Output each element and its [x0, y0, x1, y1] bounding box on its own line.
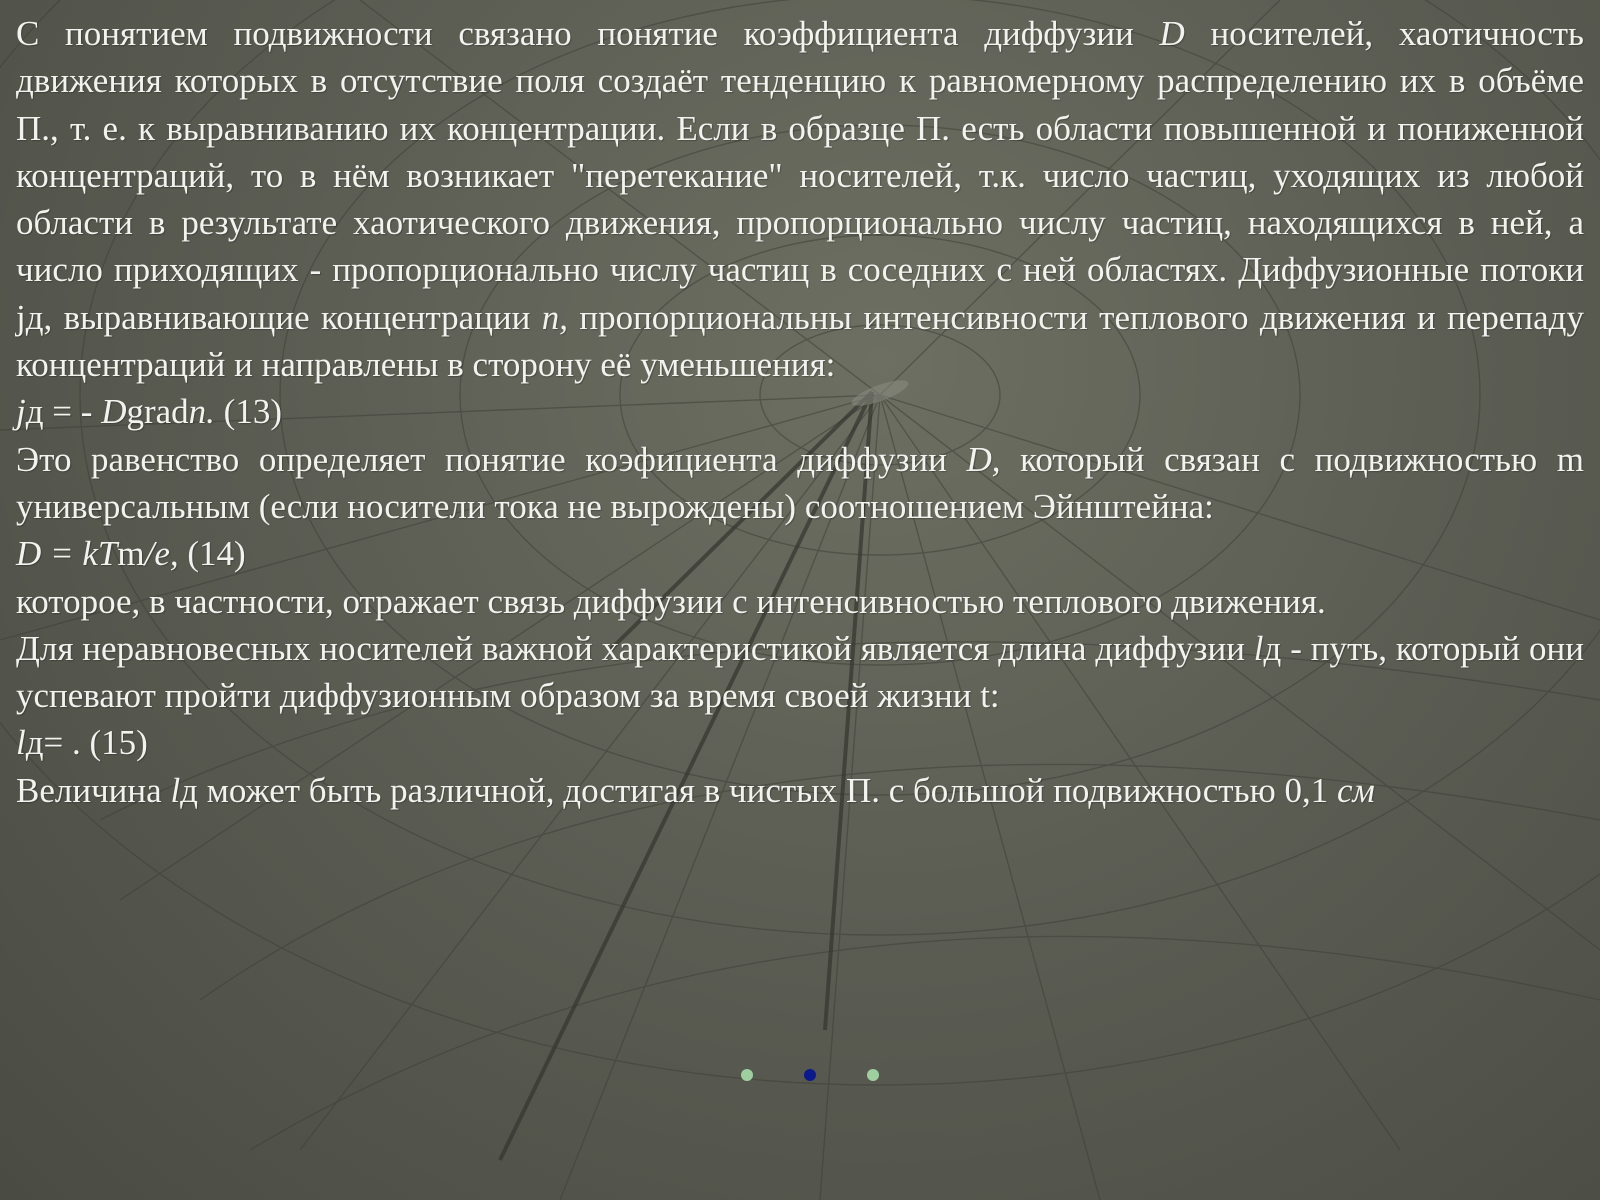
nav-dot-3[interactable] — [867, 1069, 879, 1081]
symbol-l: l — [170, 770, 181, 810]
formula-14-e: /e, — [144, 534, 179, 574]
symbol-n: n, — [541, 297, 568, 337]
text-segment: пропорциональны интенсивности теплового движения и перепаду концентраций и направлены в сторону её уменьшения: — [16, 297, 1584, 385]
formula-14-number: (14) — [178, 534, 246, 574]
formula-14 — [16, 530, 1584, 577]
unit-cm: см — [1336, 770, 1375, 810]
formula-13 — [16, 388, 1584, 435]
formula-14-m: m — [117, 534, 145, 574]
formula-13-d: D — [101, 392, 127, 432]
formula-15-l: l — [16, 723, 26, 763]
formula-15 — [16, 719, 1584, 766]
nav-dot-2-active[interactable] — [804, 1069, 816, 1081]
formula-14-lhs: D = kT — [16, 534, 118, 574]
text-segment: Это равенство определяет понятие коэфициента диффузии — [16, 439, 967, 479]
text-segment: С понятием подвижности связано понятие коэффициента диффузии — [16, 14, 1160, 53]
symbol-d: D — [1159, 14, 1185, 53]
slide-navigation-dots — [740, 1069, 890, 1085]
symbol-l: l — [1253, 628, 1264, 668]
paragraph-diffusion-intro — [16, 10, 1584, 388]
text-segment: д - путь, который они успевают пройти диффузионным образом за время своей жизни t: — [16, 628, 1584, 716]
text-segment: который связан с подвижностью m универсальным (если носители тока не вырождены) соотношением Эйнштейна: — [16, 439, 1585, 526]
slide-body-text — [16, 10, 1584, 814]
paragraph-diffusion-length — [16, 625, 1584, 720]
text-segment: носителей, хаотичность движения которых в отсутствие поля создаёт тенденцию к равномерному распределению их в объёме П., т. е. к выравниванию их концентрации. Если в образце П. есть области повышенной и пониженной концентраций, то в нём возникает "перетекание" носителей, т.к. число частиц, уходящих из любой области в результате хаотического движения, пропорционально числу частиц, находящихся в ней, а число приходящих - пропорционально числу частиц в соседних с ней областях. Диффузионные потоки jд, выравнивающие концентрации — [16, 14, 1585, 337]
formula-13-n: n. — [188, 392, 215, 432]
formula-13-grad: grad — [126, 392, 189, 432]
formula-13-number: (13) — [214, 392, 282, 432]
symbol-d: D, — [966, 439, 1001, 479]
formula-13-j: j — [16, 392, 26, 432]
formula-13-text: д = - — [25, 392, 102, 432]
paragraph-diffusion-value — [16, 767, 1584, 814]
text-segment: Для неравновесных носителей важной характеристикой является длина диффузии — [16, 628, 1254, 668]
paragraph-einstein-relation — [16, 436, 1584, 531]
formula-15-text: д= . (15) — [25, 723, 148, 763]
text-segment: Величина — [16, 770, 171, 810]
text-segment: д может быть различной, достигая в чистых П. с большой подвижностью 0,1 — [180, 770, 1337, 810]
paragraph-thermal-motion: которое, в частности, отражает связь диффузии с интенсивностью теплового движения. — [16, 581, 1326, 621]
nav-dot-1[interactable] — [741, 1069, 753, 1081]
